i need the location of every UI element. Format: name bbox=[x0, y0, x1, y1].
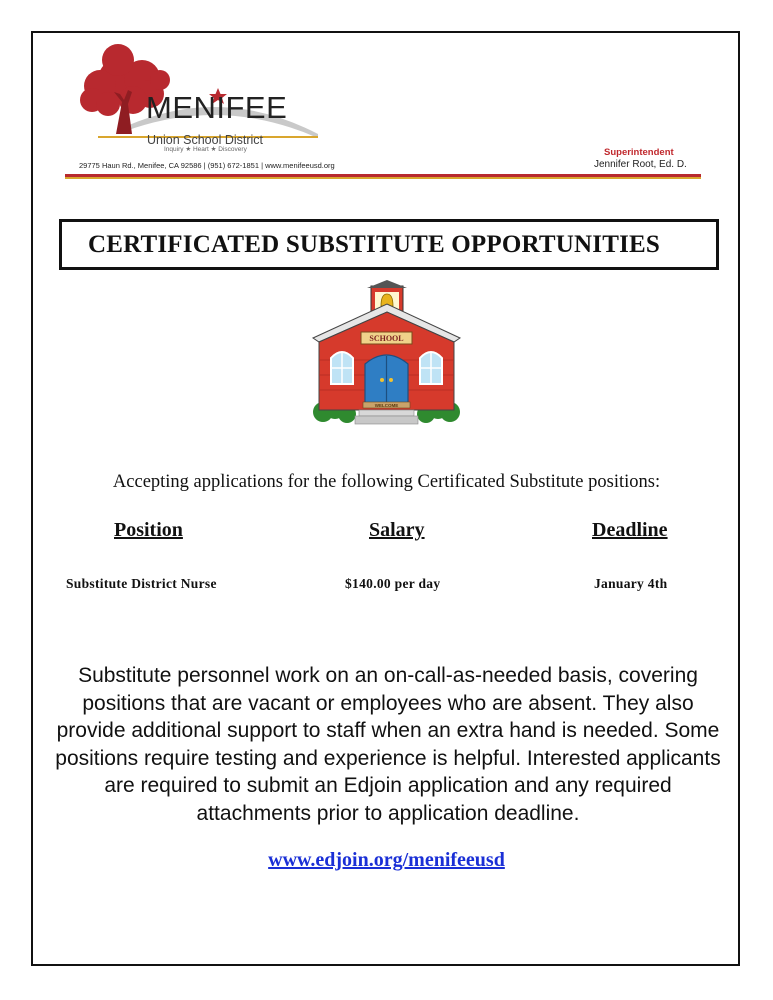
letterhead-rule-gold bbox=[65, 177, 701, 179]
edjoin-link[interactable]: www.edjoin.org/menifeeusd bbox=[268, 849, 505, 871]
position-header: Position bbox=[114, 519, 183, 541]
salary-value: $140.00 per day bbox=[345, 576, 441, 591]
school-sign-text: SCHOOL bbox=[369, 334, 404, 343]
superintendent-title: Superintendent bbox=[604, 147, 674, 158]
deadline-header: Deadline bbox=[592, 519, 668, 541]
district-tagline: Inquiry ★ Heart ★ Discovery bbox=[164, 146, 247, 153]
description-paragraph: Substitute personnel work on an on-call-as-needed basis, covering positions that are vacant or employees who are absent. They also provide additional support to staff when an extra hand is needed. Some positions require testing and experience is helpful. Interested applicants are required to submit an Edjoin application and any required attachments prior to application deadline. bbox=[55, 664, 721, 825]
district-address: 29775 Haun Rd., Menifee, CA 92586 | (951) 672-1851 | www.menifeeusd.org bbox=[79, 161, 335, 170]
page-title: CERTIFICATED SUBSTITUTE OPPORTUNITIES bbox=[88, 231, 660, 258]
intro-text: Accepting applications for the following Certificated Substitute positions: bbox=[112, 472, 661, 492]
deadline-value: January 4th bbox=[594, 576, 668, 591]
schoolhouse-illustration bbox=[309, 280, 464, 432]
edjoin-link-wrapper bbox=[0, 850, 773, 870]
title-banner bbox=[59, 219, 719, 270]
welcome-mat-text: WELCOME bbox=[374, 403, 399, 408]
position-value: Substitute District Nurse bbox=[66, 576, 217, 591]
district-subtitle: Union School District bbox=[147, 133, 264, 147]
superintendent-name: Jennifer Root, Ed. D. bbox=[594, 159, 687, 170]
district-wordmark: MENIFEE bbox=[146, 90, 288, 125]
salary-header: Salary bbox=[369, 519, 425, 541]
